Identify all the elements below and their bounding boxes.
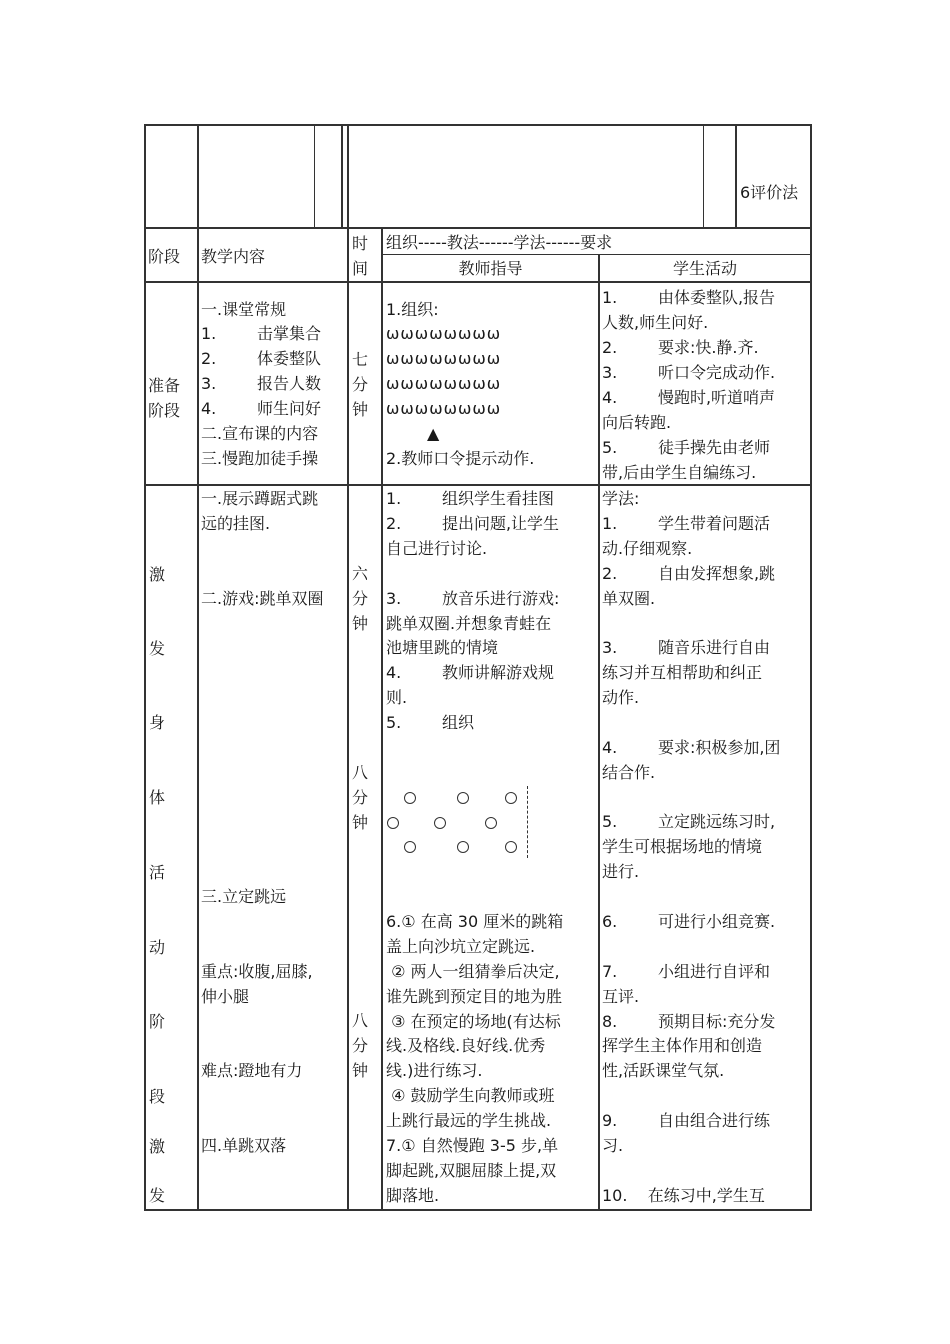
student-line: 动作. xyxy=(602,688,640,707)
formation-row: ѡѡѡѡѡѡѡѡ xyxy=(386,399,502,418)
content-line: 难点:蹬地有力 xyxy=(201,1061,303,1080)
student-line: 结合作. xyxy=(602,763,656,782)
content-line: 二.游戏:跳单双圈 xyxy=(201,589,324,608)
student-line: 人数,师生问好. xyxy=(602,313,709,332)
teacher-line: 4. 教师讲解游戏规 xyxy=(386,663,554,682)
hoop-icon xyxy=(505,841,517,853)
stage-char: 激 xyxy=(149,1137,166,1156)
teacher-line: ② 两人一组猜拳后决定, xyxy=(386,962,560,981)
rule xyxy=(146,227,810,229)
rule xyxy=(341,126,343,227)
content-line: 重点:收腹,屈膝, xyxy=(201,962,313,981)
prep-time: 七分钟 xyxy=(352,350,369,419)
student-line: 学法: xyxy=(602,489,640,508)
teacher-line: 池塘里跳的情境 xyxy=(386,638,499,657)
teacher-line: 自己进行讨论. xyxy=(386,539,488,558)
student-line: 8. 预期目标:充分发 xyxy=(602,1012,776,1031)
stage-char: 阶 xyxy=(149,1012,166,1031)
content-line: 伸小腿 xyxy=(201,987,250,1006)
hoop-icon xyxy=(404,792,416,804)
student-line: 性,活跃课堂气氛. xyxy=(602,1061,725,1080)
teacher-line: 线.)进行练习. xyxy=(386,1061,483,1080)
content-line: 三.立定跳远 xyxy=(201,887,287,906)
student-line: 5. 立定跳远练习时, xyxy=(602,812,776,831)
rule xyxy=(347,126,349,227)
student-line: 向后转跑. xyxy=(602,413,672,432)
student-line: 动.仔细观察. xyxy=(602,539,693,558)
stage-char: 身 xyxy=(149,713,166,732)
rule xyxy=(735,126,737,227)
hoop-icon xyxy=(404,841,416,853)
teacher-line: 6.① 在高 30 厘米的跳箱 xyxy=(386,912,564,931)
student-line: 2. 要求:快.静.齐. xyxy=(602,338,759,357)
time-value: 六分钟 xyxy=(352,564,369,633)
stage-heading: 阶段 xyxy=(148,247,181,266)
teacher-line: 跳单双圈.并想象青蛙在 xyxy=(386,614,552,633)
student-line: 3. 听口令完成动作. xyxy=(602,363,776,382)
stage-char: 段 xyxy=(149,1087,166,1106)
organization-heading: 组织-----教法------学法------要求 xyxy=(386,233,613,252)
rule xyxy=(146,281,810,283)
content-line: 二.宣布课的内容 xyxy=(201,424,319,443)
teacher-line: 则. xyxy=(386,688,408,707)
content-line: 4. 师生问好 xyxy=(201,399,321,418)
student-line: 6. 可进行小组竞赛. xyxy=(602,912,776,931)
teacher-line: 谁先跳到预定目的地为胜 xyxy=(386,987,563,1006)
teacher-line: 2. 提出问题,让学生 xyxy=(386,514,560,533)
stage-char: 发 xyxy=(149,1186,166,1205)
time-heading: 时间 xyxy=(352,234,369,278)
hoop-icon xyxy=(457,841,469,853)
student-line: 习. xyxy=(602,1136,624,1155)
student-line: 4. 慢跑时,听道哨声 xyxy=(602,388,776,407)
stage-char: 动 xyxy=(149,938,166,957)
student-line: 7. 小组进行自评和 xyxy=(602,962,770,981)
content-line: 一.课堂常规 xyxy=(201,300,287,319)
teacher-line: 脚落地. xyxy=(386,1186,440,1205)
teacher-line: ④ 鼓励学生向教师或班 xyxy=(386,1086,555,1105)
rule xyxy=(598,254,600,1209)
student-line: 1. 学生带着问题活 xyxy=(602,514,770,533)
student-line: 5. 徒手操先由老师 xyxy=(602,438,770,457)
teacher-line: ③ 在预定的场地(有达标 xyxy=(386,1012,561,1031)
rule xyxy=(347,229,349,1209)
content-line: 1. 击掌集合 xyxy=(201,324,321,343)
content-line: 四.单跳双落 xyxy=(201,1136,287,1155)
student-activity-heading: 学生活动 xyxy=(672,259,737,278)
hoop-icon xyxy=(485,817,497,829)
student-line: 4. 要求:积极参加,团 xyxy=(602,738,781,757)
student-line: 10. 在练习中,学生互 xyxy=(602,1186,765,1205)
student-line: 单双圈. xyxy=(602,589,656,608)
student-line: 进行. xyxy=(602,862,640,881)
student-line: 挥学生主体作用和创造 xyxy=(602,1036,763,1055)
stage-char: 发 xyxy=(149,639,166,658)
formation-row: ѡѡѡѡѡѡѡѡ xyxy=(386,324,502,343)
teacher-line: 线.及格线.良好线.优秀 xyxy=(386,1036,546,1055)
content-line: 一.展示蹲踞式跳 xyxy=(201,489,319,508)
teacher-marker-icon: ▲ xyxy=(427,424,440,443)
teacher-line: 1.组织: xyxy=(386,300,439,319)
teacher-line: 脚起跳,双腿屈膝上提,双 xyxy=(386,1161,557,1180)
teacher-guidance-heading: 教师指导 xyxy=(458,259,523,278)
content-line: 3. 报告人数 xyxy=(201,374,321,393)
teacher-line: 3. 放音乐进行游戏: xyxy=(386,589,560,608)
hoop-icon xyxy=(387,817,399,829)
student-line: 1. 由体委整队,报告 xyxy=(602,288,776,307)
stage-char: 活 xyxy=(149,863,166,882)
content-heading: 教学内容 xyxy=(201,247,266,266)
student-line: 互评. xyxy=(602,987,640,1006)
time-value: 八分钟 xyxy=(352,763,369,832)
content-line: 三.慢跑加徒手操 xyxy=(201,449,319,468)
rule xyxy=(314,126,315,227)
time-value: 八分钟 xyxy=(352,1011,369,1080)
boundary-line xyxy=(527,786,528,858)
rule xyxy=(197,126,199,227)
teacher-line: 2.教师口令提示动作. xyxy=(386,449,535,468)
stage-char: 激 xyxy=(149,565,166,584)
evaluation-method-label: 6评价法 xyxy=(740,183,799,202)
content-line: 2. 体委整队 xyxy=(201,349,321,368)
hoop-icon xyxy=(457,792,469,804)
teacher-line: 盖上向沙坑立定跳远. xyxy=(386,937,536,956)
rule xyxy=(197,229,199,1209)
student-line: 学生可根据场地的情境 xyxy=(602,837,763,856)
student-line: 练习并互相帮助和纠正 xyxy=(602,663,763,682)
student-line: 9. 自由组合进行练 xyxy=(602,1111,770,1130)
teacher-line: 5. 组织 xyxy=(386,713,474,732)
teacher-line: 上跳行最远的学生挑战. xyxy=(386,1111,552,1130)
prep-stage-label: 准备阶段 xyxy=(148,376,181,420)
teacher-line: 1. 组织学生看挂图 xyxy=(386,489,554,508)
student-line: 2. 自由发挥想象,跳 xyxy=(602,564,776,583)
hoop-icon xyxy=(505,792,517,804)
student-line: 3. 随音乐进行自由 xyxy=(602,638,770,657)
student-line: 带,后由学生自编练习. xyxy=(602,463,757,482)
formation-row: ѡѡѡѡѡѡѡѡ xyxy=(386,349,502,368)
content-line: 远的挂图. xyxy=(201,514,271,533)
rule xyxy=(703,126,704,227)
formation-row: ѡѡѡѡѡѡѡѡ xyxy=(386,374,502,393)
stage-char: 体 xyxy=(149,788,166,807)
rule xyxy=(381,229,383,1209)
hoop-icon xyxy=(434,817,446,829)
teacher-line: 7.① 自然慢跑 3-5 步,单 xyxy=(386,1136,559,1155)
